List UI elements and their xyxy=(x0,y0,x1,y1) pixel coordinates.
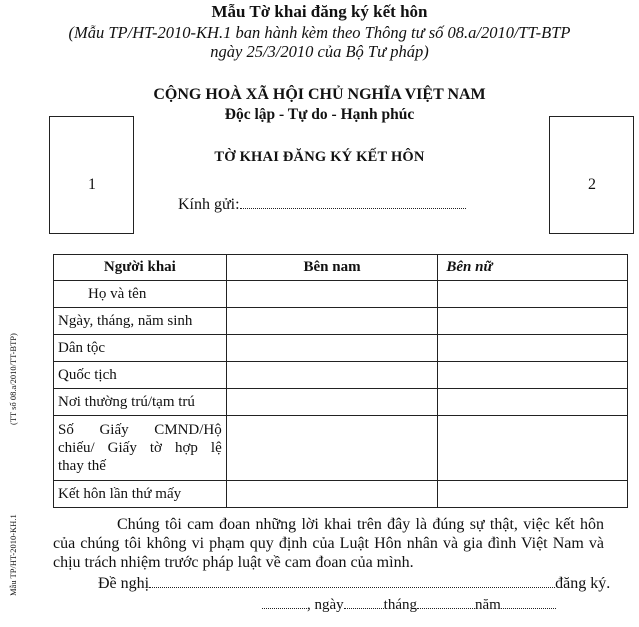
groom-marriage-count-cell[interactable] xyxy=(226,481,438,508)
month-label: tháng xyxy=(383,597,417,613)
groom-ethnicity-cell[interactable] xyxy=(226,335,438,362)
form-reference-date: ngày 25/3/2010 của Bộ Tư pháp) xyxy=(210,42,429,61)
table-row xyxy=(54,308,628,335)
bride-full-name-cell[interactable] xyxy=(438,281,628,308)
bride-residence-cell[interactable] xyxy=(438,389,628,416)
date-line xyxy=(262,597,556,614)
bride-nationality-cell[interactable] xyxy=(438,362,628,389)
request-line xyxy=(98,575,610,593)
declaration-text: Chúng tôi cam đoan những lời khai trên đây là đúng sự thật, việc kết hôn của chúng tôi không vi phạm quy định của Luật Hôn nhân và gia đình Việt Nam và chịu trách nhiệm trước pháp luật về cam đoan của mình. xyxy=(53,516,604,571)
photo-box-right-label: 2 xyxy=(588,176,596,193)
groom-id-cell[interactable] xyxy=(226,416,438,481)
declaration-paragraph xyxy=(53,515,604,572)
groom-nationality-cell[interactable] xyxy=(226,362,438,389)
row-label-dob: Ngày, tháng, năm sinh xyxy=(54,308,227,335)
document-heading: Mẫu Tờ khai đăng ký kết hôn xyxy=(211,2,428,21)
id-document-line-3: thay thế xyxy=(58,458,106,474)
photo-box-left-label: 1 xyxy=(88,176,96,193)
request-label: Đề nghị xyxy=(98,575,150,592)
id-document-line-2: chiếu/ Giấy tờ hợp lệ xyxy=(58,440,222,456)
side-note-circular: (TT số 08.a/2010/TT-BTP) xyxy=(8,333,18,425)
day-field[interactable] xyxy=(344,608,384,609)
header-declarant: Người khai xyxy=(54,255,227,281)
id-document-line-1: Số Giấy CMND/Hộ xyxy=(58,422,222,438)
form-title: TỜ KHAI ĐĂNG KÝ KẾT HÔN xyxy=(214,149,425,165)
table-row xyxy=(54,389,628,416)
declaration-table xyxy=(53,254,628,508)
day-label: , ngày xyxy=(307,597,344,613)
table-row xyxy=(54,362,628,389)
bride-ethnicity-cell[interactable] xyxy=(438,335,628,362)
row-label-id-document xyxy=(54,416,227,481)
photo-box-left xyxy=(49,116,134,234)
header-groom: Bên nam xyxy=(226,255,438,281)
table-row xyxy=(54,281,628,308)
addressee-label: Kính gửi: xyxy=(178,196,240,213)
bride-marriage-count-cell[interactable] xyxy=(438,481,628,508)
photo-box-right xyxy=(549,116,634,234)
row-label-nationality: Quốc tịch xyxy=(54,362,227,389)
year-field[interactable] xyxy=(501,608,556,609)
place-field[interactable] xyxy=(262,608,307,609)
row-label-marriage-count: Kết hôn lần thứ mấy xyxy=(54,481,227,508)
side-note-form-code: Mẫu TP/HT-2010-KH.1 xyxy=(8,514,18,596)
table-row xyxy=(54,416,628,481)
table-row xyxy=(54,481,628,508)
header-bride: Bên nữ xyxy=(438,255,628,281)
row-label-ethnicity: Dân tộc xyxy=(54,335,227,362)
form-reference: (Mẫu TP/HT-2010-KH.1 ban hành kèm theo Thông tư số 08.a/2010/TT-BTP xyxy=(68,23,571,42)
year-label: năm xyxy=(475,597,501,613)
month-field[interactable] xyxy=(417,608,475,609)
national-motto: Độc lập - Tự do - Hạnh phúc xyxy=(224,106,415,123)
table-header-row xyxy=(54,255,628,281)
groom-residence-cell[interactable] xyxy=(226,389,438,416)
table-row xyxy=(54,335,628,362)
request-suffix: đăng ký. xyxy=(555,575,611,592)
bride-id-cell[interactable] xyxy=(438,416,628,481)
row-label-residence: Nơi thường trú/tạm trú xyxy=(54,389,227,416)
addressee-line xyxy=(178,196,466,214)
nation-name: CỘNG HOÀ XÃ HỘI CHỦ NGHĨA VIỆT NAM xyxy=(153,86,486,103)
bride-dob-cell[interactable] xyxy=(438,308,628,335)
row-label-full-name: Họ và tên xyxy=(54,281,227,308)
groom-dob-cell[interactable] xyxy=(226,308,438,335)
request-field[interactable] xyxy=(149,587,555,588)
addressee-field[interactable] xyxy=(240,208,466,209)
groom-full-name-cell[interactable] xyxy=(226,281,438,308)
